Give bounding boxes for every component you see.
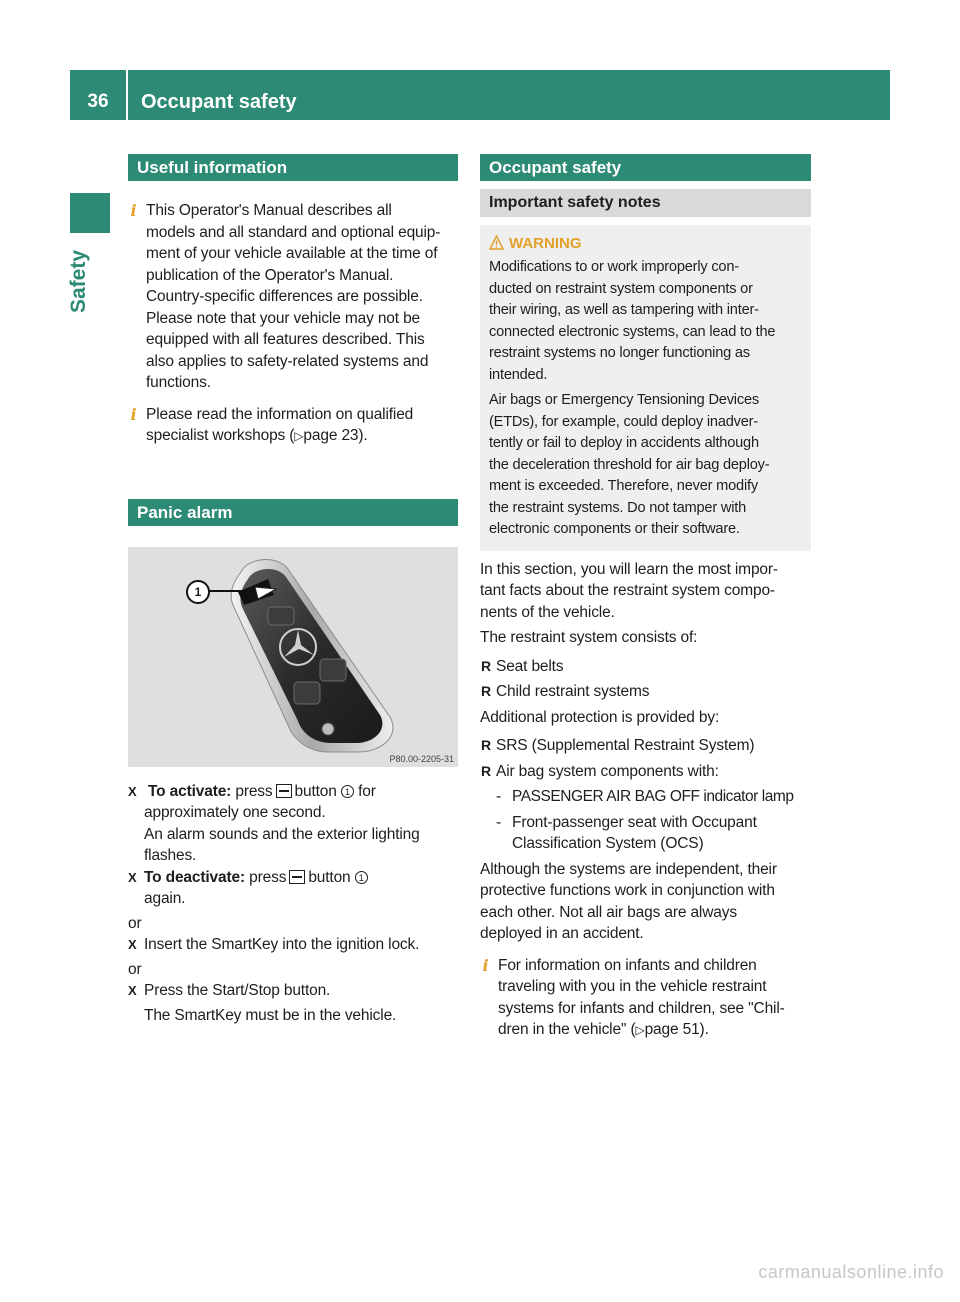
list-item	[480, 735, 811, 757]
info-line: Country-specific differences are possible.	[146, 288, 423, 305]
page-ref-arrow-icon: ▷	[635, 1023, 645, 1037]
intro-paragraph	[480, 559, 811, 624]
info-line: equipped with all features described. This	[146, 331, 425, 348]
info-line: Please read the information on qualified	[146, 405, 414, 423]
right-column	[480, 154, 811, 1042]
callout-icon: 1	[355, 871, 368, 884]
section-panic-alarm: Panic alarm	[128, 499, 458, 526]
body-line: The restraint system consists of:	[480, 629, 698, 646]
dash-icon: -	[496, 788, 502, 805]
smartkey-illustration	[128, 547, 458, 767]
info-line: This Operator's Manual describes all	[146, 202, 392, 219]
page-ref-link[interactable]: page 23).	[303, 427, 368, 444]
sub-list-item-text: Front-passenger seat with Occupant	[512, 813, 757, 831]
figure-code: P80.00-2205-31	[389, 753, 454, 764]
body-line: tant facts about the restraint system compo-	[480, 582, 775, 599]
body-line: protective functions work in conjunction with	[480, 882, 775, 899]
step-deactivate	[128, 867, 458, 889]
sub-list-item-text: Classification System (OCS)	[512, 835, 704, 852]
info-line-link	[128, 425, 458, 448]
list-item	[480, 656, 811, 678]
warning-line: the restraint systems. Do not tamper with	[489, 499, 747, 516]
step-start-stop	[128, 980, 458, 1002]
step-text: Insert the SmartKey into the ignition lock.	[144, 936, 420, 953]
dash-icon: -	[496, 813, 502, 831]
sub-list-item-text: PASSENGER AIR BAG OFF indicator lamp	[512, 788, 794, 805]
list-item	[480, 761, 811, 783]
step-text: button	[294, 782, 337, 800]
body-line: Additional protection is provided by:	[480, 708, 720, 726]
step-text: for	[358, 782, 376, 800]
info-text: dren in the vehicle" (	[498, 1021, 636, 1038]
step-arrow-icon: X	[128, 937, 137, 952]
panic-button-icon	[289, 870, 305, 884]
list-item	[480, 681, 811, 703]
side-tab-label: Safety	[67, 249, 90, 313]
list-item-text: SRS (Supplemental Restraint System)	[496, 737, 755, 754]
panic-button-icon	[276, 784, 292, 798]
info-line: traveling with you in the vehicle restraint	[498, 978, 767, 995]
step-activate	[128, 781, 458, 803]
info-note-children	[480, 955, 811, 977]
info-line: models and all standard and optional equip-	[146, 223, 441, 241]
step-activate-line	[144, 781, 458, 803]
left-column	[128, 154, 458, 1026]
page-ref-link[interactable]: page 51).	[644, 1021, 709, 1038]
info-line: For information on infants and children	[498, 956, 757, 974]
step-text: press	[235, 782, 273, 800]
step-result: An alarm sounds and the exterior lighting	[144, 825, 420, 843]
list-item-text: Air bag system components with:	[496, 762, 719, 780]
warning-line: Modifications to or work improperly con-	[489, 259, 739, 275]
list-item-text: Seat belts	[496, 657, 564, 675]
warning-title	[489, 235, 802, 253]
step-text: approximately one second.	[144, 804, 326, 821]
info-icon: i	[130, 404, 137, 424]
step-ignition	[128, 934, 458, 956]
step-arrow-icon: X	[128, 783, 137, 799]
info-line-link	[480, 1019, 811, 1042]
info-line: systems for infants and children, see "Chil-	[498, 999, 785, 1017]
page-ref-arrow-icon: ▷	[294, 429, 304, 443]
info-line: ment of your vehicle available at the time of	[146, 245, 438, 262]
step-text: Press the Start/Stop button.	[144, 982, 331, 999]
or-text: or	[128, 914, 142, 932]
step-deactivate-line	[144, 867, 458, 889]
warning-line: Air bags or Emergency Tensioning Devices	[489, 392, 759, 408]
smartkey-figure	[128, 547, 458, 767]
info-note-workshops	[128, 404, 458, 426]
step-text: button	[308, 868, 351, 886]
warning-line: restraint systems no longer functioning as	[489, 345, 750, 361]
warning-triangle-icon	[489, 235, 504, 250]
warning-line: (ETDs), for example, could deploy inadver-	[489, 413, 758, 430]
warning-line: the deceleration threshold for air bag deploy-	[489, 456, 770, 473]
figure-callout: 1	[186, 580, 210, 604]
step-label: To activate:	[148, 782, 232, 800]
warning-line: intended.	[489, 366, 548, 383]
sub-list-item	[480, 786, 811, 808]
callout-icon: 1	[341, 785, 354, 798]
page-number: 36	[87, 91, 109, 112]
info-line: Please note that your vehicle may not be	[146, 309, 421, 327]
info-note-manual	[128, 200, 458, 222]
info-icon: i	[482, 955, 489, 975]
page-title: Occupant safety	[141, 91, 297, 113]
section-useful-information: Useful information	[128, 154, 458, 181]
warning-title-text: WARNING	[509, 235, 582, 252]
warning-line: electronic components or their software.	[489, 521, 740, 537]
step-arrow-icon: X	[128, 869, 137, 885]
info-icon: i	[130, 201, 137, 220]
info-line: publication of the Operator's Manual.	[146, 266, 394, 284]
info-line: also applies to safety-related systems and	[146, 352, 429, 370]
body-line: deployed in an accident.	[480, 925, 644, 942]
warning-line: ment is exceeded. Therefore, never modify	[489, 478, 758, 494]
warning-line: their wiring, as well as tampering with inter-	[489, 302, 759, 318]
sub-list-item	[480, 812, 811, 834]
list-item-text: Child restraint systems	[496, 683, 650, 700]
warning-box	[480, 225, 811, 551]
body-line: nents of the vehicle.	[480, 603, 615, 621]
info-line: functions.	[146, 374, 211, 391]
subsection-important-safety-notes: Important safety notes	[480, 189, 811, 217]
warning-line: ducted on restraint system components or	[489, 280, 753, 297]
step-label: To deactivate:	[144, 868, 245, 886]
section-occupant-safety: Occupant safety	[480, 154, 811, 181]
bullet-icon: R	[481, 683, 492, 699]
header-divider	[126, 70, 128, 120]
or-text: or	[128, 960, 142, 978]
bullet-icon: R	[481, 737, 492, 753]
info-text: specialist workshops (	[146, 427, 295, 444]
step-arrow-icon: X	[128, 983, 137, 998]
although-paragraph	[480, 859, 811, 945]
body-line: In this section, you will learn the most impor-	[480, 560, 778, 578]
warning-line: tently or fail to deploy in accidents although	[489, 435, 759, 451]
body-line: each other. Not all air bags are always	[480, 903, 737, 921]
step-result: flashes.	[144, 847, 197, 864]
bullet-icon: R	[481, 657, 492, 674]
footer-watermark: carmanualsonline.info	[758, 1262, 944, 1282]
step-text: press	[249, 868, 287, 886]
bullet-icon: R	[481, 762, 492, 779]
step-result: The SmartKey must be in the vehicle.	[144, 1006, 397, 1024]
warning-line: connected electronic systems, can lead to the	[489, 323, 776, 340]
body-line: Although the systems are independent, their	[480, 860, 777, 878]
step-text: again.	[144, 890, 186, 907]
